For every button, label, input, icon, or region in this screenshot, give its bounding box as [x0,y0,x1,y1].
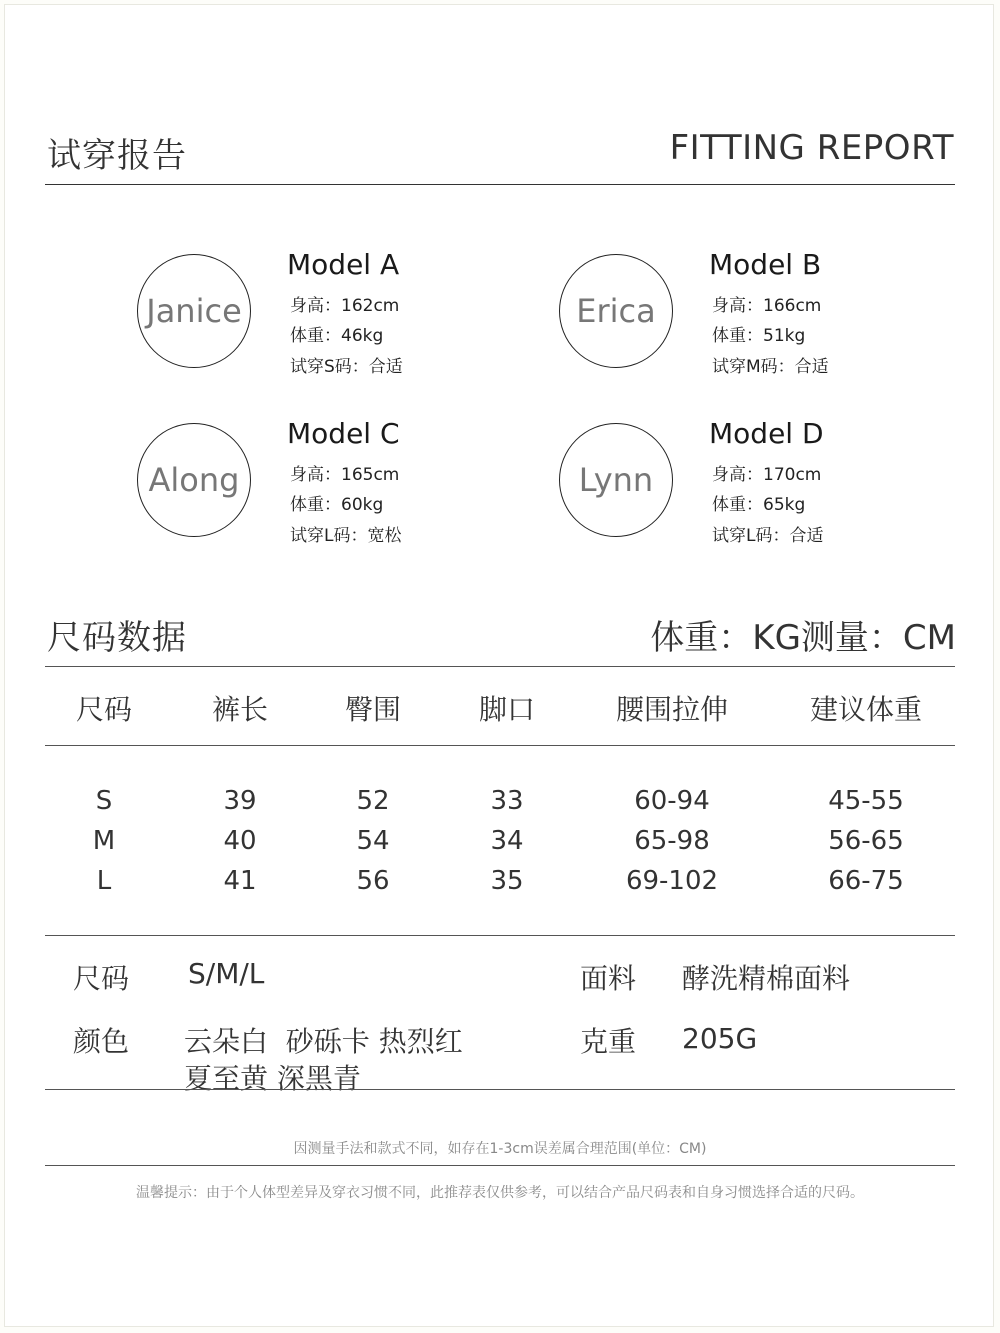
divider [45,184,955,185]
weight-label: 克重 [580,1025,637,1058]
measurement-note: 因测量手法和款式不同，如存在1-3cm误差属合理范围(单位：CM) [293,1141,707,1157]
model-card-a [137,248,557,389]
fabric-value: 酵洗精棉面料 [682,962,851,995]
model-height: 身高：162cm [290,296,400,316]
table-cell: 41 [223,866,257,896]
size-value: S/M/L [188,957,265,990]
table-cell: 69-102 [625,866,719,896]
model-height: 身高：170cm [712,465,822,485]
table-header-cell: 脚口 [478,693,536,726]
units-note: 体重：KG测量：CM [650,618,956,658]
model-avatar: Erica [559,254,673,368]
model-weight: 体重：65kg [712,495,806,515]
model-card-c [137,417,557,558]
divider [45,935,955,936]
model-height: 身高：166cm [712,296,822,316]
model-card-d [559,417,979,558]
section-title-size-data: 尺码数据 [47,618,187,658]
table-cell: S [95,786,113,816]
table-cell: 52 [356,786,390,816]
table-cell: 56 [356,866,390,896]
section-title-fitting-en: FITTING REPORT [669,128,954,168]
table-cell: 34 [490,826,524,856]
table-header-cell: 裤长 [211,693,269,726]
tip-note: 温馨提示：由于个人体型差异及穿衣习惯不同，此推荐表仅供参考，可以结合产品尺码表和自身习惯选择合适的尺码。 [136,1185,864,1201]
model-name: Model C [287,417,400,450]
table-cell: 35 [490,866,524,896]
table-cell: 54 [356,826,390,856]
size-label: 尺码 [73,962,130,995]
table-cell: 45-55 [828,786,904,816]
table-cell: L [96,866,112,896]
table-cell: 33 [490,786,524,816]
model-name: Model D [709,417,824,450]
model-name: Model B [709,248,822,281]
model-fit: 试穿S码：合适 [290,357,403,377]
model-height: 身高：165cm [290,465,400,485]
divider [45,1089,955,1090]
model-card-b [559,248,979,389]
model-fit: 试穿L码：合适 [712,526,824,546]
fabric-label: 面料 [580,962,637,995]
table-header-cell: 臀围 [344,693,402,726]
model-avatar: Along [137,423,251,537]
model-weight: 体重：60kg [290,495,384,515]
divider [45,1165,955,1166]
divider [45,745,955,746]
table-header-cell: 腰围拉伸 [615,693,729,726]
table-cell: 40 [223,826,257,856]
divider [45,666,955,667]
model-weight: 体重：46kg [290,326,384,346]
table-cell: 65-98 [634,826,710,856]
section-title-fitting-cn: 试穿报告 [47,136,187,176]
color-value-line1: 云朵白 砂砾卡 热烈红 [184,1025,463,1058]
model-avatar: Janice [137,254,251,368]
table-cell: 39 [223,786,257,816]
table-cell: 60-94 [634,786,710,816]
model-fit: 试穿M码：合适 [712,357,829,377]
table-cell: 56-65 [828,826,904,856]
weight-value: 205G [682,1022,758,1055]
color-value-line2: 夏至黄 深黑青 [184,1062,361,1095]
model-name: Model A [287,248,400,281]
model-weight: 体重：51kg [712,326,806,346]
table-header-cell: 建议体重 [809,693,923,726]
table-header-cell: 尺码 [75,693,133,726]
model-avatar: Lynn [559,423,673,537]
color-label: 颜色 [73,1025,130,1058]
table-cell: 66-75 [828,866,904,896]
model-fit: 试穿L码：宽松 [290,526,402,546]
table-cell: M [92,826,116,856]
